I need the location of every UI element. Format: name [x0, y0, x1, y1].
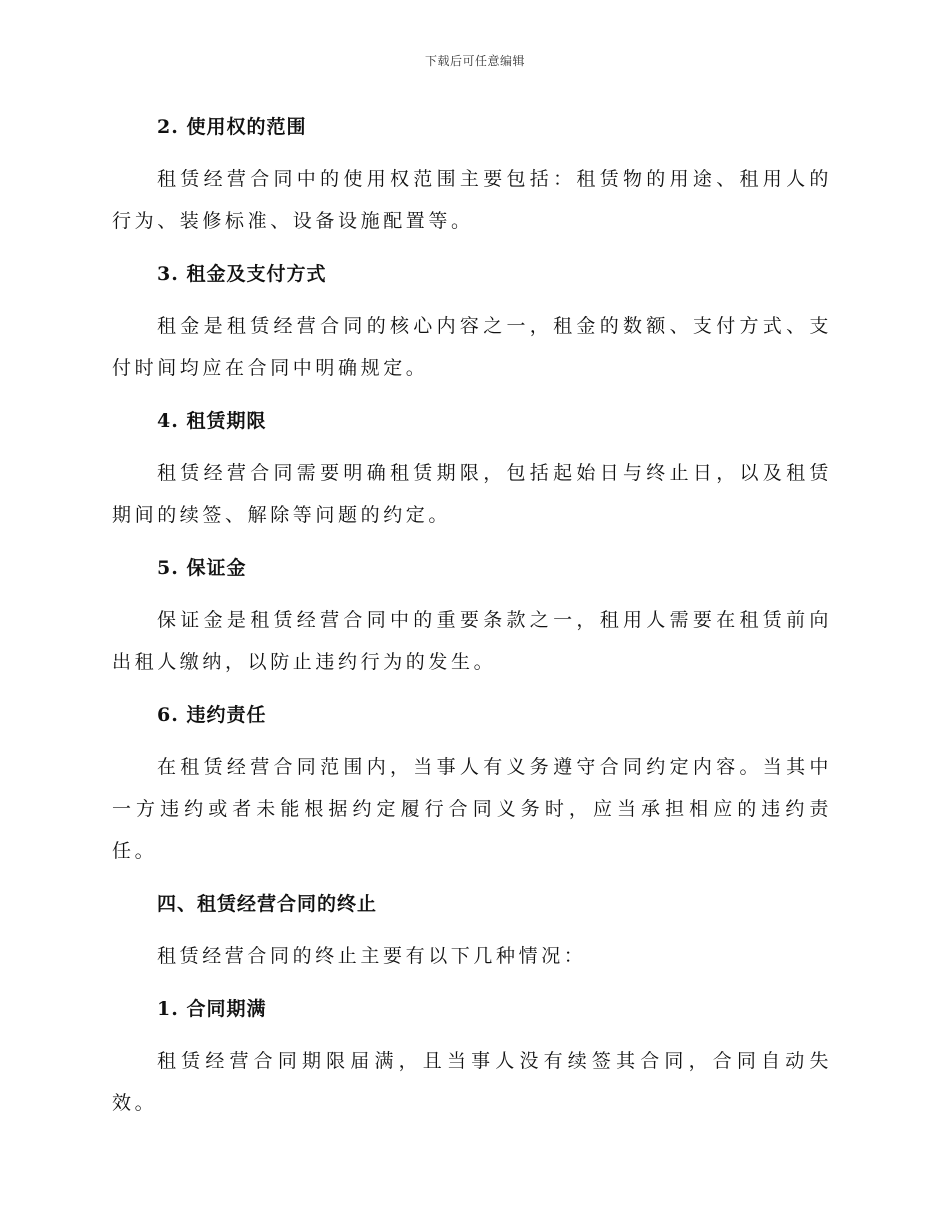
section-rent-payment	[112, 257, 832, 389]
section-heading: 2. 使用权的范围	[157, 116, 307, 138]
section-paragraph: 租赁经营合同中的使用权范围主要包括：租赁物的用途、租用人的行为、装修标准、设备设施配置等。	[112, 168, 832, 232]
section-lease-term	[112, 404, 832, 536]
section-paragraph: 租赁经营合同的终止主要有以下几种情况：	[157, 945, 587, 967]
document-body	[112, 110, 832, 1124]
section-usage-scope	[112, 110, 832, 242]
section-breach-liability	[112, 698, 832, 872]
section-termination	[112, 887, 832, 977]
section-deposit	[112, 551, 832, 683]
section-heading: 3. 租金及支付方式	[157, 263, 327, 285]
section-contract-expiry	[112, 992, 832, 1124]
section-paragraph: 租赁经营合同需要明确租赁期限，包括起始日与终止日，以及租赁期间的续签、解除等问题的约定。	[112, 462, 832, 526]
section-heading: 5. 保证金	[157, 557, 247, 579]
section-paragraph: 租金是租赁经营合同的核心内容之一，租金的数额、支付方式、支付时间均应在合同中明确规定。	[112, 315, 832, 379]
section-heading: 4. 租赁期限	[157, 410, 267, 432]
section-heading: 1. 合同期满	[157, 998, 267, 1020]
section-heading: 四、租赁经营合同的终止	[157, 893, 378, 915]
section-paragraph: 保证金是租赁经营合同中的重要条款之一，租用人需要在租赁前向出租人缴纳，以防止违约行为的发生。	[112, 609, 832, 673]
section-paragraph: 在租赁经营合同范围内，当事人有义务遵守合同约定内容。当其中一方违约或者未能根据约定履行合同义务时，应当承担相应的违约责任。	[112, 756, 832, 862]
page-header: 下载后可任意编辑	[424, 54, 525, 68]
section-paragraph: 租赁经营合同期限届满，且当事人没有续签其合同，合同自动失效。	[112, 1050, 832, 1114]
section-heading: 6. 违约责任	[157, 704, 267, 726]
